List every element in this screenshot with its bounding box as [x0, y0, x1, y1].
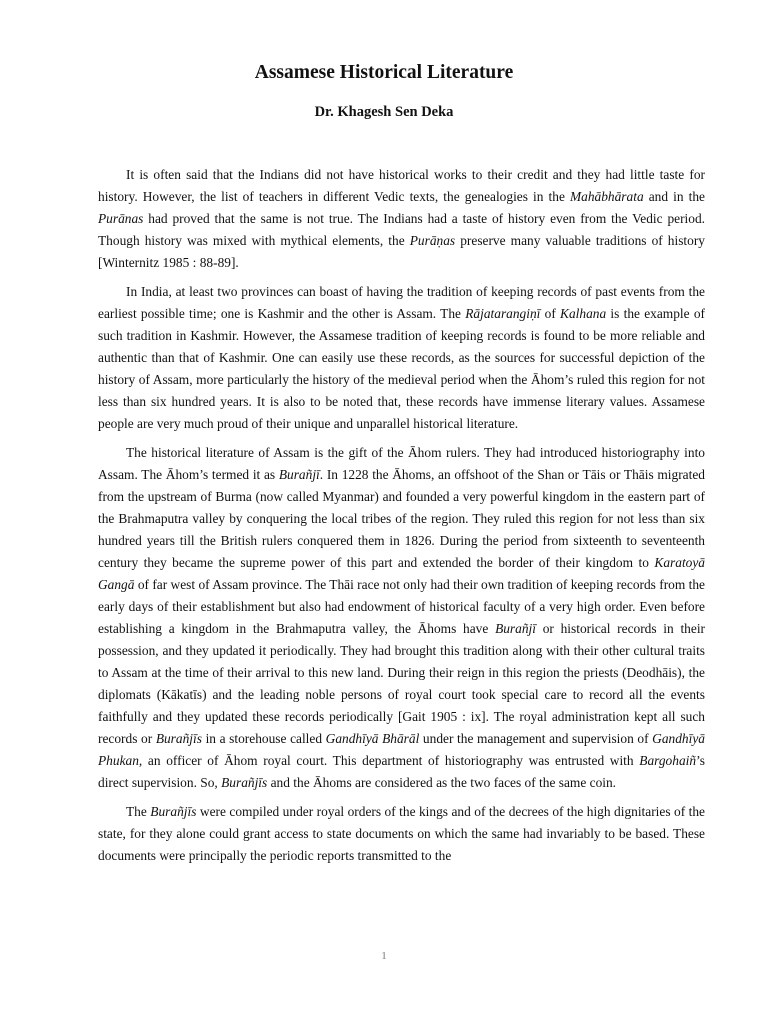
text-run: of far west of Assam province. The Thāi race not only had their own tradition of keeping records from the early days of their establishment but also had endowment of historical faculty of a very high order. Even before establishing a kingdom in the Brahmaputra valley, the Āhoms have: [98, 577, 705, 636]
italic-term: Gandhīyā Bhārāl: [325, 731, 420, 746]
text-run: is the example of such tradition in Kashmir. However, the Assamese tradition of keeping records is found to be more reliable and authentic than that of Kashmir. One can easily use these records, as the sources for successful depiction of the history of Assam, more particularly the history of the medieval period when the Āhom’s ruled this region for not less than six hundred years. It is also to be noted that, these records have immense literary values. Assamese people are very much proud of their unique and unparallel historical literature.: [98, 306, 705, 431]
text-run: , an officer of Āhom royal court. This department of historiography was entrusted with: [138, 753, 640, 768]
italic-term: Burañjīs: [155, 731, 202, 746]
text-run: under the management and supervision of: [419, 731, 653, 746]
text-run: . In 1228 the Āhoms, an offshoot of the Shan or Tāis or Thāis migrated from the upstream of Burma (now called Myanmar) and founded a very powerful kingdom in the eastern part of the Brahmaputra valley by conquering the local tribes of the region. They ruled this region for not less than six hundred years till the British rulers conquered them in 1826. During the period from sixteenth to seventeenth century they became the supreme power of this part and extended the border of their kingdom to: [98, 467, 705, 570]
paragraph-1: [98, 164, 705, 274]
italic-term: Burañjī: [495, 621, 536, 636]
italic-term: Bargohaiñ: [639, 753, 697, 768]
italic-term: Burañjīs: [150, 804, 197, 819]
italic-term: Gandhīyā Phukan: [98, 731, 705, 768]
page-number: 1: [381, 950, 387, 962]
paragraph-4: [98, 801, 705, 867]
document-title: Assamese Historical Literature: [254, 62, 514, 83]
italic-term: Mahābhārata: [569, 189, 644, 204]
body-text: [98, 164, 705, 874]
italic-term: Karatoyā Gangā: [98, 555, 705, 592]
text-run: ’s direct supervision. So,: [98, 753, 705, 790]
text-run: were compiled under royal orders of the kings and of the decrees of the high dignitaries of the state, for they alone could grant access to state documents on which the same had invariably to be based. These documents were principally the periodic reports transmitted to the: [98, 804, 705, 863]
text-run: The historical literature of Assam is the gift of the Āhom rulers. They had introduced historiography into Assam. The Āhom’s termed it as: [98, 445, 705, 482]
italic-term: Rājatarangiṇī: [465, 306, 541, 321]
italic-term: Purānas: [98, 211, 144, 226]
text-run: It is often said that the Indians did not have historical works to their credit and they had little taste for history. However, the list of teachers in different Vedic texts, the genealogies in the: [98, 167, 705, 204]
text-run: The: [126, 804, 151, 819]
text-run: or historical records in their possession, and they updated it periodically. They had brought this tradition along with their other cultural traits to Assam at the time of their arrival to this new land. During their reign in this region the priests (Deodhāis), the diplomats (Kākatīs) and the leading noble persons of royal court took special care to record all the events faithfully and they updated these records periodically [Gait 1905 : ix]. The royal administration kept all such records or: [98, 621, 705, 746]
italic-term: Kalhana: [560, 306, 607, 321]
text-run: and the Āhoms are considered as the two faces of the same coin.: [267, 775, 617, 790]
italic-term: Burañjī: [278, 467, 320, 482]
italic-term: Purāṇas: [409, 233, 456, 248]
text-run: of: [540, 306, 561, 321]
text-run: In India, at least two provinces can boast of having the tradition of keeping records of past events from the earliest possible time; one is Kashmir and the other is Assam. The: [98, 284, 705, 321]
author-name: Dr. Khagesh Sen Deka: [314, 104, 454, 120]
paragraph-2: [98, 281, 705, 435]
italic-term: Burañjīs: [221, 775, 268, 790]
paragraph-3: [98, 442, 705, 794]
text-run: in a storehouse called: [201, 731, 326, 746]
text-run: preserve many valuable traditions of history [Winternitz 1985 : 88-89].: [98, 233, 706, 270]
text-run: and in the: [643, 189, 706, 204]
text-run: had proved that the same is not true. The Indians had a taste of history even from the Vedic period. Though history was mixed with mythical elements, the: [98, 211, 705, 248]
